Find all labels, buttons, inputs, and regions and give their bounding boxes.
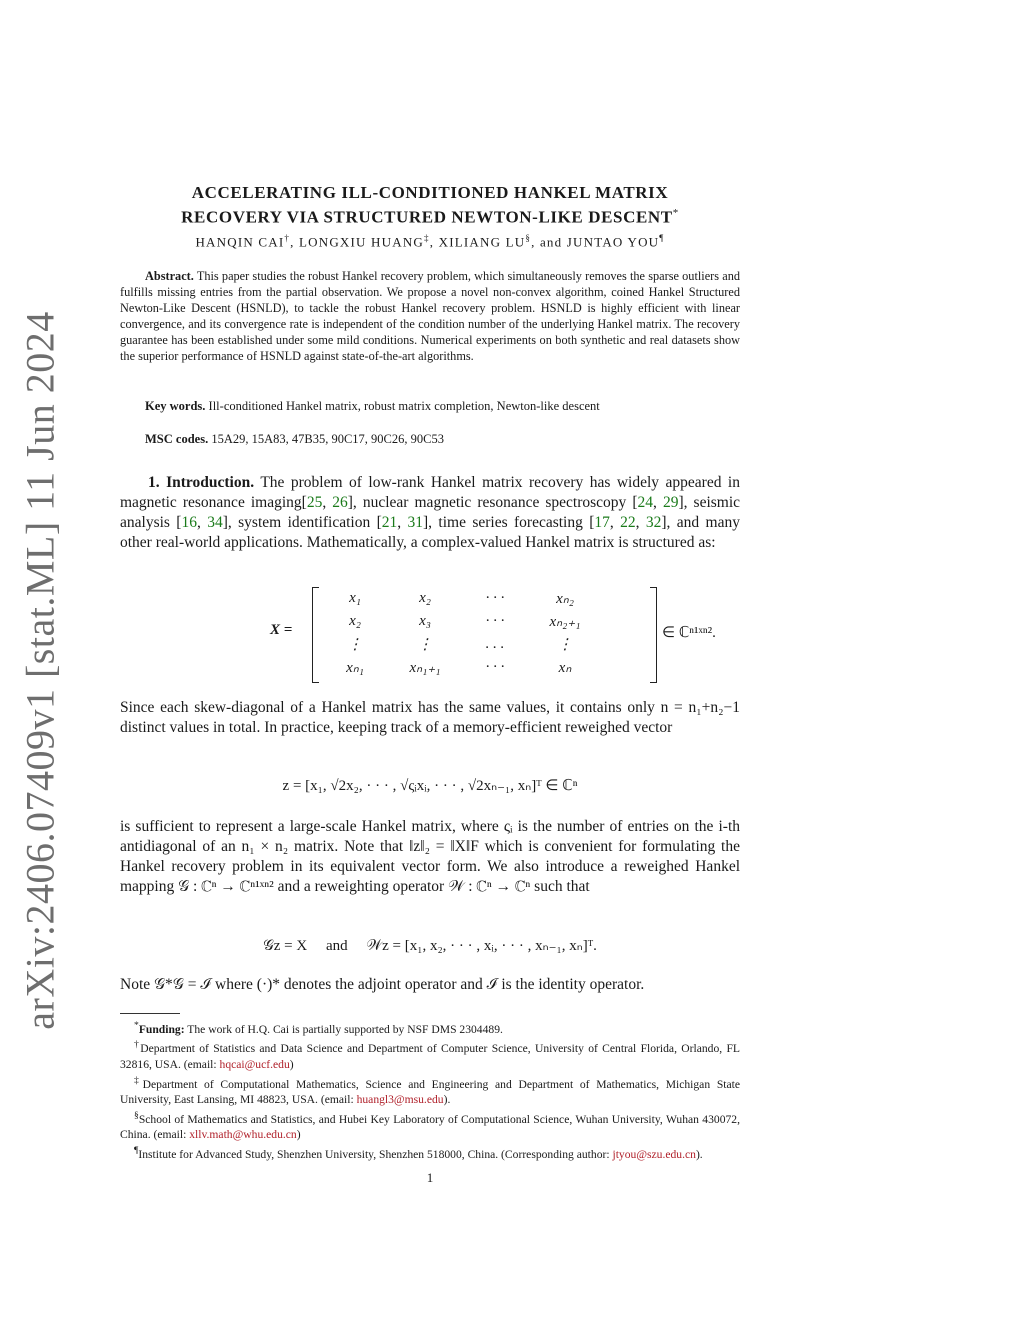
keywords-text: Ill-conditioned Hankel matrix, robust matrix completion, Newton-like descent [208,399,600,413]
author-mark: ‡ [424,233,430,243]
intro-text: The problem of low-rank Hankel matrix recovery has widely appeared in magnetic resonance imaging[ [120,474,740,511]
msc-codes [145,432,745,447]
matrix-lhs: X = [270,622,293,638]
paragraph-hankel-mapping: is sufficient to represent a large-scale Hankel matrix, where ςᵢ is the number of entries on the i-th antidiagonal of an n₁ × n₂ matrix. Note that ‖z‖₂ = ‖X‖F which is convenient for formulating the Hankel recovery problem in its equivalent vector form. We also introduce a reweighed Hankel mapping 𝒢 : ℂⁿ → ℂⁿ¹ˣⁿ² and a reweighting operator 𝒲 : ℂⁿ → ℂⁿ such that [120,818,740,895]
footnote-rule [120,1013,180,1014]
footnote-close: ). [443,1092,451,1106]
author-mark: ¶ [659,233,665,243]
footnote-mark: * [134,1020,139,1031]
author-sep: , [290,234,299,250]
author-name: LONGXIU HUANG [299,234,425,250]
matrix-cell: xₙ [558,660,572,676]
footnote-mark: ‡ [134,1074,143,1086]
hankel-matrix-equation [270,587,750,683]
intro-text: ], system identification [ [222,514,382,531]
citation-link[interactable]: 21 [381,514,398,531]
msc-label: MSC codes. [145,432,209,446]
title-line-1: ACCELERATING ILL-CONDITIONED HANKEL MATRIX [191,183,669,202]
title-mark: * [672,207,679,219]
author-mark: § [525,233,532,243]
footnote-lu [120,1108,740,1143]
footnote-label: Funding: [138,1022,185,1036]
matrix-cell: · · · [485,659,505,675]
footnote-close: ) [289,1057,294,1071]
citation-link[interactable]: 32 [645,514,662,531]
arxiv-sidebar [10,310,70,1030]
matrix-cell: xₙ₂₊₁ [549,614,581,630]
footnotes [120,1018,740,1162]
matrix-cell: xₙ₂ [556,591,574,607]
equation-reweighed-vector: z = [x₁, √2x₂, · · · , √ςᵢxᵢ, · · · , √2xₙ₋₁, xₙ]ᵀ ∈ ℂⁿ [282,778,578,794]
citation-link[interactable]: 34 [207,514,223,531]
abstract [120,268,740,364]
matrix-cell: xₙ₁ [346,660,364,676]
matrix-cell: · · · [485,590,505,606]
citation-link[interactable]: 22 [620,514,636,531]
matrix-cell: ⋮ [417,637,433,653]
intro-text: ], and many other real-world applications. Mathematically, a complex-valued Hankel matrix is structured as: [120,514,740,551]
abstract-label: Abstract. [145,269,194,283]
author-name: HANQIN CAI [195,234,285,250]
email-link[interactable]: xllv.math@whu.edu.cn [189,1128,297,1141]
left-bracket [312,587,319,683]
paragraph-adjoint: Note 𝒢*𝒢 = ℐ where (·)* denotes the adjoint operator and ℐ is the identity operator. [120,976,645,993]
footnote-close: ). [695,1147,703,1161]
paper-title [120,182,740,228]
msc-text: 15A29, 15A83, 47B35, 90C17, 90C26, 90C53 [211,432,444,446]
author-name: XILIANG LU [438,234,526,250]
matrix-cell: x₂ [419,590,431,606]
citation-link[interactable]: 25 [306,494,323,511]
keywords [145,399,745,414]
title-line-2: RECOVERY VIA STRUCTURED NEWTON-LIKE DESCENT [181,207,673,227]
matrix-cell: · · · [485,613,505,629]
matrix-cell: ⋮ [557,637,573,653]
abstract-text: This paper studies the robust Hankel recovery problem, which simultaneously removes the sparse outliers and fulfills missing entries from the partial observation. We propose a novel non-convex algorithm, coined Hankel Structured Newton-Like Descent (HSNLD), to tackle the robust Hankel recovery problem. HSNLD is highly efficient with linear convergence, and its convergence rate is independent of the condition number of the underlying Hankel matrix. The recovery guarantee has been established under some mild conditions. Numerical experiments on both synthetic and real datasets show the superior performance of HSNLD against state-of-the-art algorithms. [120,269,740,363]
citation-link[interactable]: 31 [407,514,423,531]
footnote-text: School of Mathematics and Statistics, and Hubei Key Laboratory of Computational Science, Wuhan University, Wuhan 430072, China. (email: [120,1112,740,1141]
footnote-text: Institute for Advanced Study, Shenzhen University, Shenzhen 518000, China. (Corresponding author: [138,1147,613,1161]
footnote-huang [120,1073,740,1108]
matrix-cell: x₂ [349,613,361,629]
citation-link[interactable]: 24 [637,494,654,511]
citation-link[interactable]: 17 [594,514,610,531]
footnote-mark: ¶ [134,1144,139,1156]
footnote-mark: § [134,1109,139,1121]
matrix-cell: . . . [485,636,505,652]
matrix-cell: xₙ₁₊₁ [409,660,441,676]
footnote-cai [120,1037,740,1072]
author-list [120,233,740,250]
matrix-entries [320,587,600,679]
footnote-you [120,1143,740,1162]
footnote-text: Department of Computational Mathematics, Science and Engineering and Department of Mathematics, Michigan State University, East Lansing, MI 48823, USA. (email: [120,1077,740,1106]
introduction-paragraph: 1. Introduction. The problem of low-rank Hankel matrix recovery has widely appeared in magnetic resonance imaging[25, 26], nuclear magnetic resonance spectroscopy [24, 29], seismic analysis [16, 34], system identification [21, 31], time series forecasting [17, 22, 32], and many other real-world applications. Mathematically, a complex-valued Hankel matrix is structured as: [120,474,741,551]
email-link[interactable]: huangl3@msu.edu [356,1092,444,1106]
matrix-rhs: ∈ ℂⁿ¹ˣⁿ². [662,625,716,641]
author-sep: , [429,234,439,250]
footnote-text: The work of H.Q. Cai is partially supported by NSF DMS 2304489. [187,1022,503,1036]
keywords-label: Key words. [145,399,206,413]
author-name: JUNTAO YOU [566,234,660,250]
matrix-cell: x₁ [349,590,361,606]
footnote-funding [120,1018,740,1037]
paragraph-skew-diagonal: Since each skew-diagonal of a Hankel matrix has the same values, it contains only n = n₁+n₂−1 distinct values in total. In practice, keeping track of a memory-efficient reweighed vector [120,699,740,736]
matrix-cell: ⋮ [347,637,363,653]
equation-mapping: 𝒢z = X and 𝒲z = [x₁, x₂, · · · , xᵢ, · · · , xₙ₋₁, xₙ]ᵀ. [263,938,597,954]
citation-link[interactable]: 29 [662,494,679,511]
email-link[interactable]: hqcai@ucf.edu [219,1057,290,1071]
email-link[interactable]: jtyou@szu.edu.cn [612,1147,696,1161]
matrix-cell: x₃ [419,613,431,629]
right-bracket [650,587,657,683]
intro-text: ], time series forecasting [ [423,514,595,531]
section-heading: 1. Introduction. [148,474,255,491]
citation-link[interactable]: 26 [332,494,348,511]
intro-text: ], nuclear magnetic resonance spectroscopy [ [347,494,638,511]
author-mark: † [284,233,291,243]
footnote-mark: † [134,1039,141,1051]
footnote-close: ) [296,1128,301,1141]
author-sep: , and [531,234,567,250]
arxiv-id: arXiv:2406.07409v1 [stat.ML] 11 Jun 2024 [17,310,63,1030]
footnote-text: Department of Statistics and Data Science and Department of Computer Science, University of Central Florida, Orlando, FL 32816, USA. (email: [120,1042,740,1071]
intro-text: ], seismic analysis [ [120,494,741,531]
citation-link[interactable]: 16 [181,514,197,531]
page-number: 1 [426,1170,434,1185]
